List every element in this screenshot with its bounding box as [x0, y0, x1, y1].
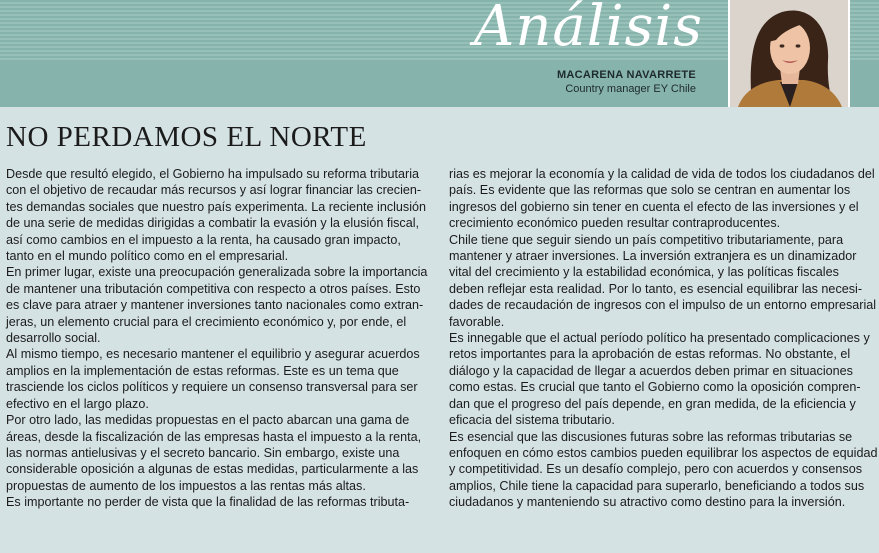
article-text-line: considerable oposición a algunas de estas medidas, particularmente a las	[6, 462, 419, 477]
article-text-line: Es innegable que el actual período político ha presentado complicaciones y	[449, 331, 870, 346]
article-text-line: deben reflejar esta realidad. Por lo tanto, es esencial equilibrar las necesi-	[449, 281, 863, 296]
article-text-line: es clave para atraer y mantener inversiones tanto nacionales como extran-	[6, 298, 424, 313]
article-text-line: tanto en el mundo político como en el empresarial.	[6, 249, 289, 264]
article-text-line: así como cambios en el impuesto a la renta, ha causado gran impacto,	[6, 232, 401, 247]
article-text-line: y competitividad. Es un desafío complejo, pero con acuerdos y consensos	[449, 462, 863, 477]
article-text-line: vital del crecimiento y la estabilidad económica, y las políticas fiscales	[449, 265, 839, 280]
section-title: Análisis	[473, 0, 703, 59]
article-text-line: enfoquen en cómo estos cambios pueden equilibrar los aspectos de equidad	[449, 445, 878, 460]
article-text-line: dades de recaudación de ingresos con el impulso de un entorno empresarial	[449, 298, 877, 313]
author-role: Country manager EY Chile	[565, 83, 696, 95]
article-text-line: mantener y atraer inversiones. La inversión extranjera es un dinamizador	[449, 249, 857, 264]
article-text-line: como estas. Es crucial que tanto el Gobierno como la oposición compren-	[449, 380, 861, 395]
article-text-line: Por otro lado, las medidas propuestas en el pacto abarcan una gama de	[6, 413, 410, 428]
article-text-line: propuestas de aumento de los impuestos a las rentas más altas.	[6, 478, 366, 493]
article-text-line: de mantener una tributación competitiva con respecto a otros países. Esto	[6, 281, 421, 296]
article-text-line: favorable.	[449, 314, 505, 329]
article-text-line: Es importante no perder de vista que la finalidad de las reformas tributa-	[6, 495, 410, 510]
article-text-line: rias es mejorar la economía y la calidad de vida de todos los ciudadanos del	[449, 167, 875, 181]
article-text-line: tes demandas sociales que nuestro país experimenta. La reciente inclusión	[6, 199, 427, 214]
article-text-line: efectivo en el largo plazo.	[6, 396, 149, 411]
article-text-line: de una serie de medidas dirigidas a combatir la evasión y la elusión fiscal,	[6, 216, 420, 231]
article-text-line: eficacia del sistema tributario.	[449, 413, 615, 428]
author-photo	[728, 0, 850, 107]
author-name: MACARENA NAVARRETE	[556, 69, 696, 81]
article-text-line: jeras, un elemento crucial para el crecimiento económico y, por ende, el	[6, 314, 407, 329]
article-text-line: amplios en la implementación de estas reformas. Este es un tema que	[6, 363, 399, 378]
article-text-line: las normas antielusivas y el secreto bancario. Sin embargo, existe una	[6, 445, 400, 460]
article-text-line: trasciende los ciclos políticos y requiere un consenso transversal para ser	[6, 380, 418, 395]
article-text-line: ingresos del gobierno sin tener en cuenta el efecto de las inversiones y el	[449, 199, 859, 214]
article-text-line: ciudadanos y manteniendo su atractivo como destino para la inversión.	[449, 495, 846, 510]
article-text-line: con el objetivo de recaudar más recursos y así lograr financiar las crecien-	[6, 183, 422, 198]
article-text-line: áreas, desde la fiscalización de las empresas hasta el impuesto a la renta,	[6, 429, 422, 444]
article-text-line: En primer lugar, existe una preocupación generalizada sobre la importancia	[6, 265, 428, 280]
article-column-left	[6, 166, 426, 511]
article-column-right	[449, 166, 878, 511]
article-text-line: amplios, Chile tiene la capacidad para superarlo, beneficiando a todos sus	[449, 478, 865, 493]
article-text-line: Al mismo tiempo, es necesario mantener el equilibrio y asegurar acuerdos	[6, 347, 420, 362]
article-headline: NO PERDAMOS EL NORTE	[6, 121, 367, 153]
article-text-line: país. Es evidente que las reformas que solo se centran en aumentar los	[449, 183, 851, 198]
article-text-line: Es esencial que las discusiones futuras sobre las reformas tributarias se	[449, 429, 853, 444]
article-text-line: crecimiento económico pueden resultar contraproducentes.	[449, 216, 781, 231]
article-text-line: dan que el progreso del país depende, en gran medida, de la eficiencia y	[449, 396, 856, 411]
article-text-line: Desde que resultó elegido, el Gobierno ha impulsado su reforma tributaria	[6, 167, 420, 181]
article-text-line: retos importantes para la aprobación de estas reformas. No obstante, el	[449, 347, 851, 362]
article-text-line: Chile tiene que seguir siendo un país competitivo tributariamente, para	[449, 232, 844, 247]
article-text-line: diálogo y la capacidad de llegar a acuerdos deben primar en situaciones	[449, 363, 853, 378]
article-text-line: desarrollo social.	[6, 331, 101, 346]
